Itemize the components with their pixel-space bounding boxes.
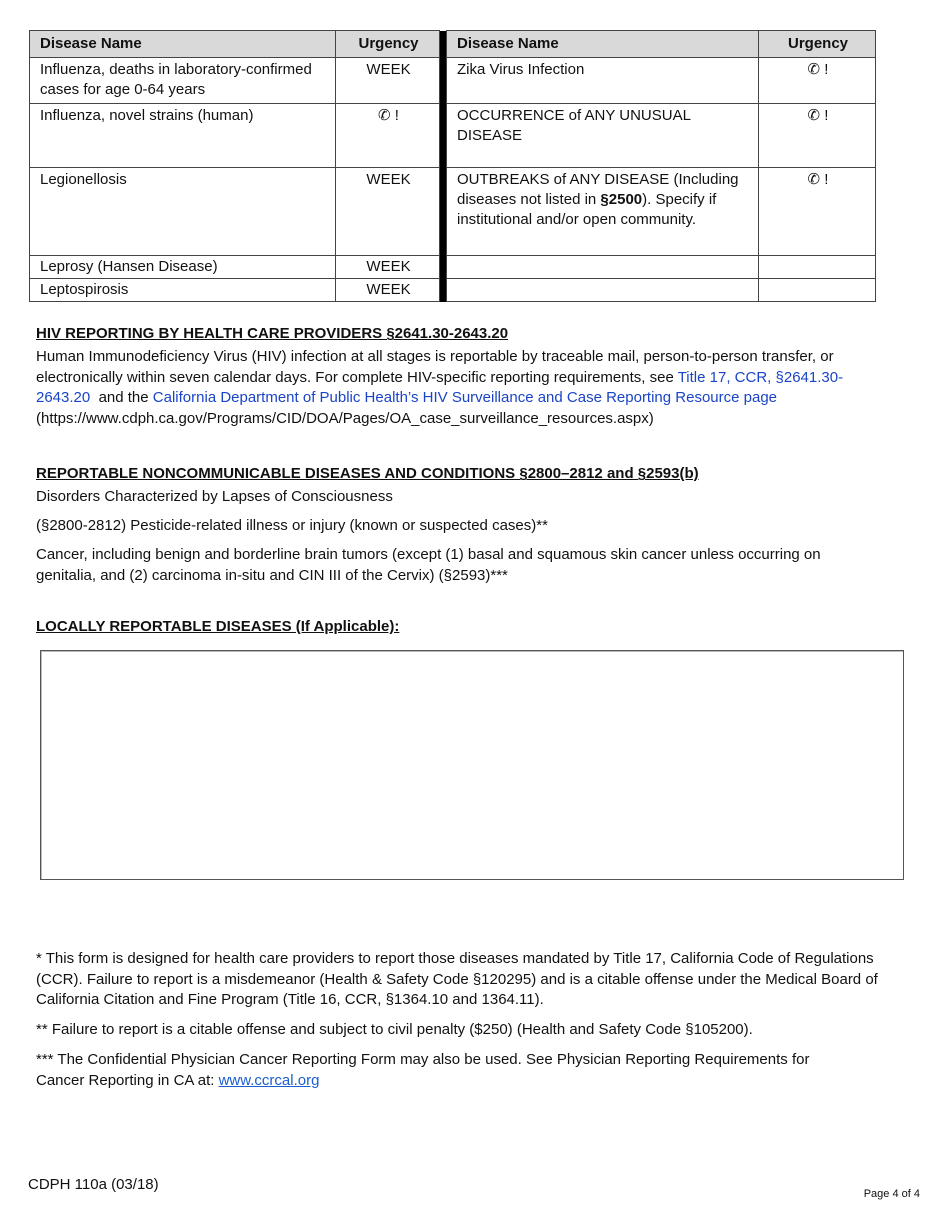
disease-name: Leptospirosis (30, 279, 336, 302)
table-row (30, 279, 876, 302)
disease-name: Influenza, novel strains (human) (30, 104, 336, 168)
column-divider (440, 256, 447, 279)
column-divider (440, 168, 447, 256)
local-section-title: LOCALLY REPORTABLE DISEASES (If Applicable): (36, 618, 400, 635)
page-number: Page 4 of 4 (863, 1188, 920, 1200)
disease-name: Legionellosis (30, 168, 336, 256)
header-urgency-left: Urgency (336, 31, 440, 58)
outbreaks-section-ref: §2500 (600, 191, 643, 208)
noncommunicable-section-title: REPORTABLE NONCOMMUNICABLE DISEASES AND CONDITIONS §2800–2812 and §2593(b) (36, 465, 699, 482)
disease-name: OCCURRENCE of ANY UNUSUAL DISEASE (447, 104, 759, 168)
urgency-value (759, 279, 876, 302)
ccrcal-link[interactable]: www.ccrcal.org (218, 1071, 320, 1089)
table-row (30, 58, 876, 104)
table-header-row (30, 31, 876, 58)
table-row (30, 168, 876, 256)
footnote-1: * This form is designed for health care providers to report those diseases mandated by Title 17, California Code of Regulations (CCR). Failure to report is a misdemeanor (Health & Safety Code §120295) and is a citable offense under the Medical Board of California Citation and Fine Program (Title 16, CCR, §1364.10 and 1364.11). (36, 950, 878, 1008)
urgency-phone-icon: ✆ ! (759, 168, 876, 256)
urgency-phone-icon: ✆ ! (759, 58, 876, 104)
column-divider (440, 104, 447, 168)
outbreaks-text-post: ). Specify if institutional and/or open community. (457, 191, 717, 228)
noncommunicable-item: (§2800-2812) Pesticide-related illness or injury (known or suspected cases)** (36, 517, 548, 534)
hiv-text-1: Human Immunodeficiency Virus (HIV) infection at all stages is reportable by traceable mail, person-to-person transfer, or electronically within seven calendar days. For complete HIV-specific reporting requirements, see (36, 348, 834, 386)
urgency-value: WEEK (336, 168, 440, 256)
header-urgency-right: Urgency (759, 31, 876, 58)
header-disease-name-left: Disease Name (30, 31, 336, 58)
disease-name: Zika Virus Infection (447, 58, 759, 104)
title-17-link[interactable]: Title 17, CCR, §2641.30-2643.20 (36, 368, 844, 406)
hiv-text-2: and the (90, 389, 153, 406)
cdph-hiv-resource-link[interactable]: California Department of Public Health’s HIV Surveillance and Case Reporting Resource page (152, 389, 778, 406)
column-divider (440, 58, 447, 104)
urgency-phone-icon: ✆ ! (336, 104, 440, 168)
outbreaks-text-pre: OUTBREAKS of ANY DISEASE (Including diseases not listed in (457, 171, 739, 208)
disease-name: Leprosy (Hansen Disease) (30, 256, 336, 279)
footnote-3 (36, 1050, 856, 1091)
local-diseases-input-box[interactable] (40, 650, 904, 880)
urgency-phone-icon: ✆ ! (759, 104, 876, 168)
disease-name: Influenza, deaths in laboratory-confirmed cases for age 0-64 years (30, 58, 336, 104)
table-row (30, 256, 876, 279)
form-id: CDPH 110a (03/18) (28, 1176, 159, 1193)
urgency-value: WEEK (336, 279, 440, 302)
hiv-text-3: (https://www.cdph.ca.gov/Programs/CID/DOA/Pages/OA_case_surveillance_resources.aspx) (36, 409, 654, 427)
disease-name (447, 256, 759, 279)
urgency-value: WEEK (336, 58, 440, 104)
noncommunicable-item: Disorders Characterized by Lapses of Consciousness (36, 488, 393, 505)
footnote-2: ** Failure to report is a citable offense and subject to civil penalty ($250) (Health and Safety Code §105200). (36, 1021, 753, 1038)
noncommunicable-item: Cancer, including benign and borderline brain tumors (except (1) basal and squamous skin cancer unless occurring on genitalia, and (2) carcinoma in-situ and CIN III of the Cervix) (§2593)*** (36, 546, 821, 584)
hiv-section-title: HIV REPORTING BY HEALTH CARE PROVIDERS §2641.30-2643.20 (36, 325, 509, 342)
table-row (30, 104, 876, 168)
urgency-value (759, 256, 876, 279)
header-disease-name-right: Disease Name (447, 31, 759, 58)
footnote-3-text: *** The Confidential Physician Cancer Reporting Form may also be used. See Physician Reporting Requirements for Cancer Reporting in CA at: (36, 1051, 810, 1089)
column-divider (440, 31, 447, 58)
column-divider (440, 279, 447, 302)
urgency-value: WEEK (336, 256, 440, 279)
disease-table (29, 30, 876, 302)
disease-name (447, 279, 759, 302)
disease-name (447, 168, 759, 256)
hiv-section-text (36, 347, 876, 429)
